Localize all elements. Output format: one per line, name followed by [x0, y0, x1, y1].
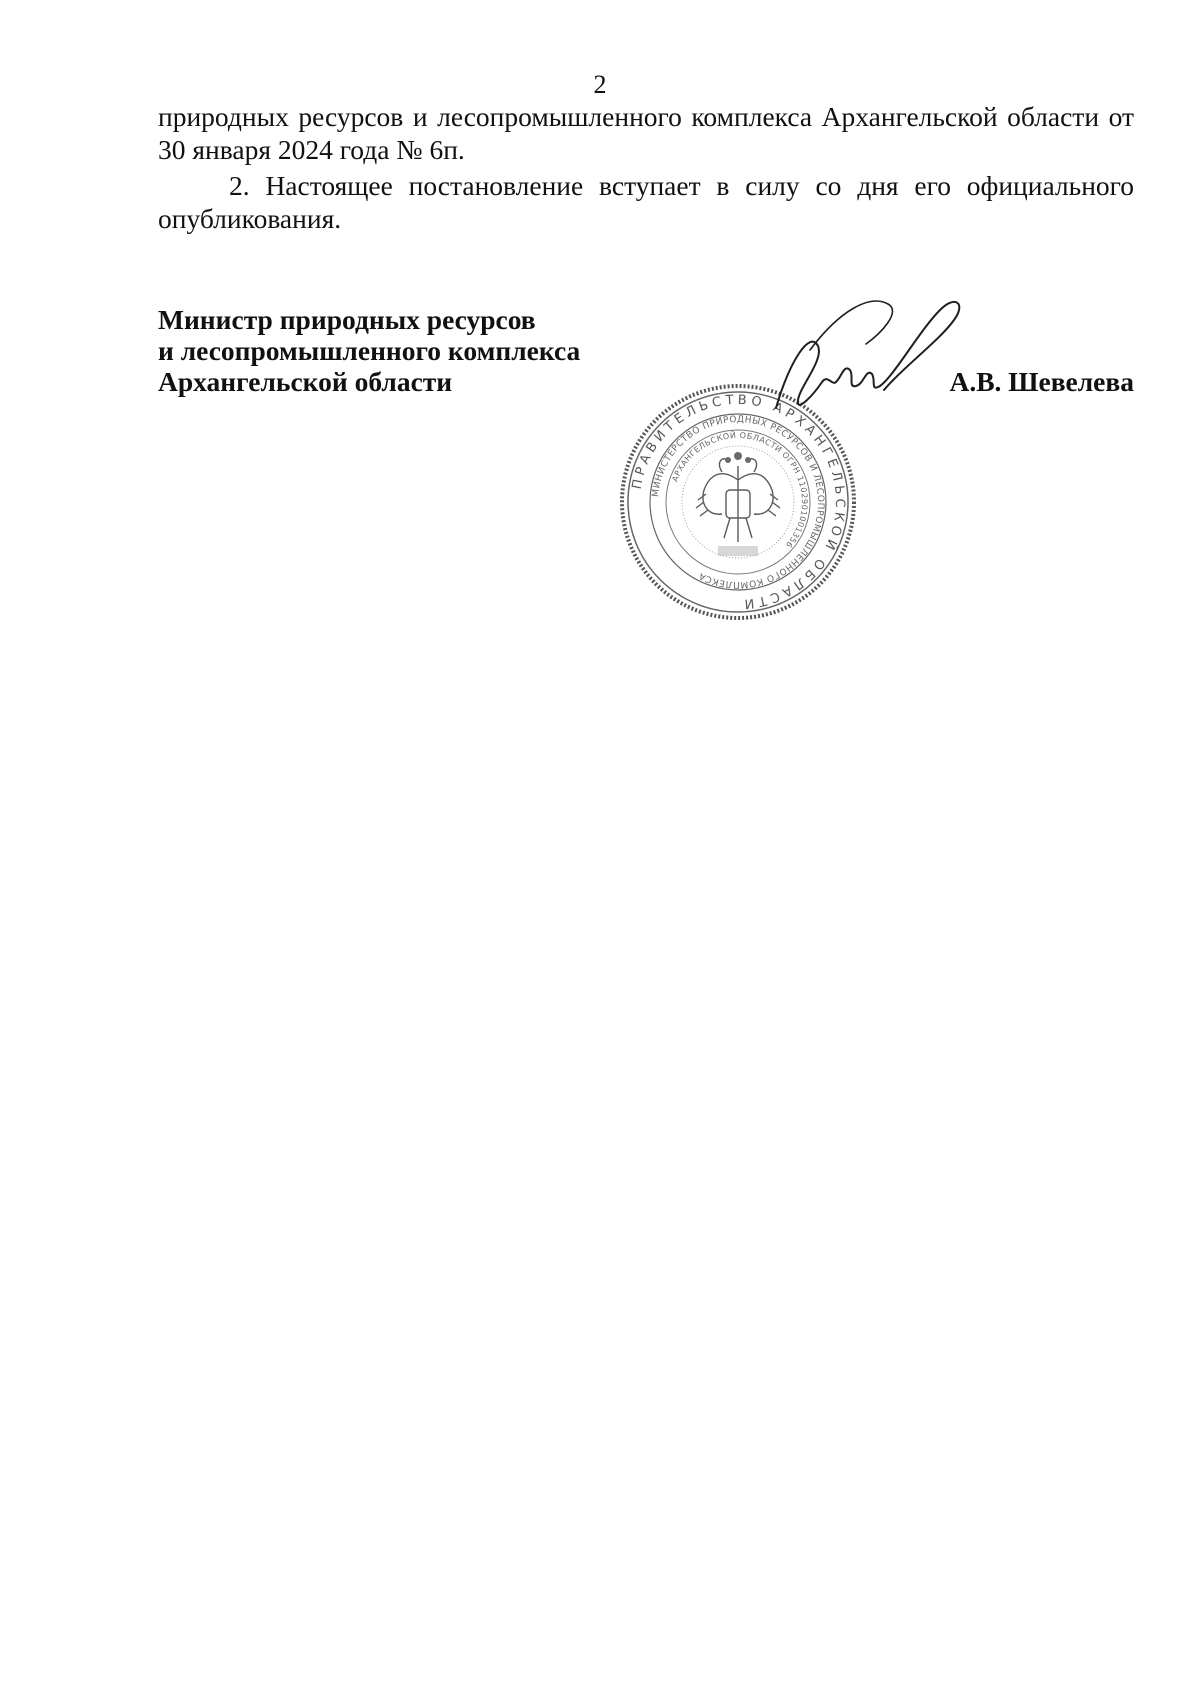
page-number: 2 [593, 70, 607, 99]
handwritten-signature [770, 290, 970, 430]
signer-position-line: Министр природных ресурсов [158, 304, 536, 335]
signer-position [158, 304, 580, 397]
svg-text:МИНИСТЕРСТВО ПРИРОДНЫХ РЕСУРСО: МИНИСТЕРСТВО ПРИРОДНЫХ РЕСУРСОВ И ЛЕСОПРОМЫШЛЕННОГО КОМПЛЕКСА [651, 414, 826, 590]
document-body [158, 100, 1134, 235]
signer-position-line: Архангельской области [158, 366, 453, 397]
paragraph-continuation: природных ресурсов и лесопромышленного комплекса Архангельской области от 30 января 2024 года № 6п. [158, 101, 1134, 165]
svg-text:ПРАВИТЕЛЬСТВО АРХАНГЕЛЬСКОЙ ОБ: ПРАВИТЕЛЬСТВО АРХАНГЕЛЬСКОЙ ОБЛАСТИ [629, 392, 848, 612]
paragraph-effective-date: 2. Настоящее постановление вступает в силу со дня его официального опубликования. [158, 170, 1134, 234]
signer-name: А.В. Шевелева [949, 366, 1134, 397]
signer-position-line: и лесопромышленного комплекса [158, 335, 581, 366]
svg-text:АРХАНГЕЛЬСКОЙ ОБЛАСТИ ОГРН 110: АРХАНГЕЛЬСКОЙ ОБЛАСТИ ОГРН 1102901001356 [670, 430, 810, 550]
